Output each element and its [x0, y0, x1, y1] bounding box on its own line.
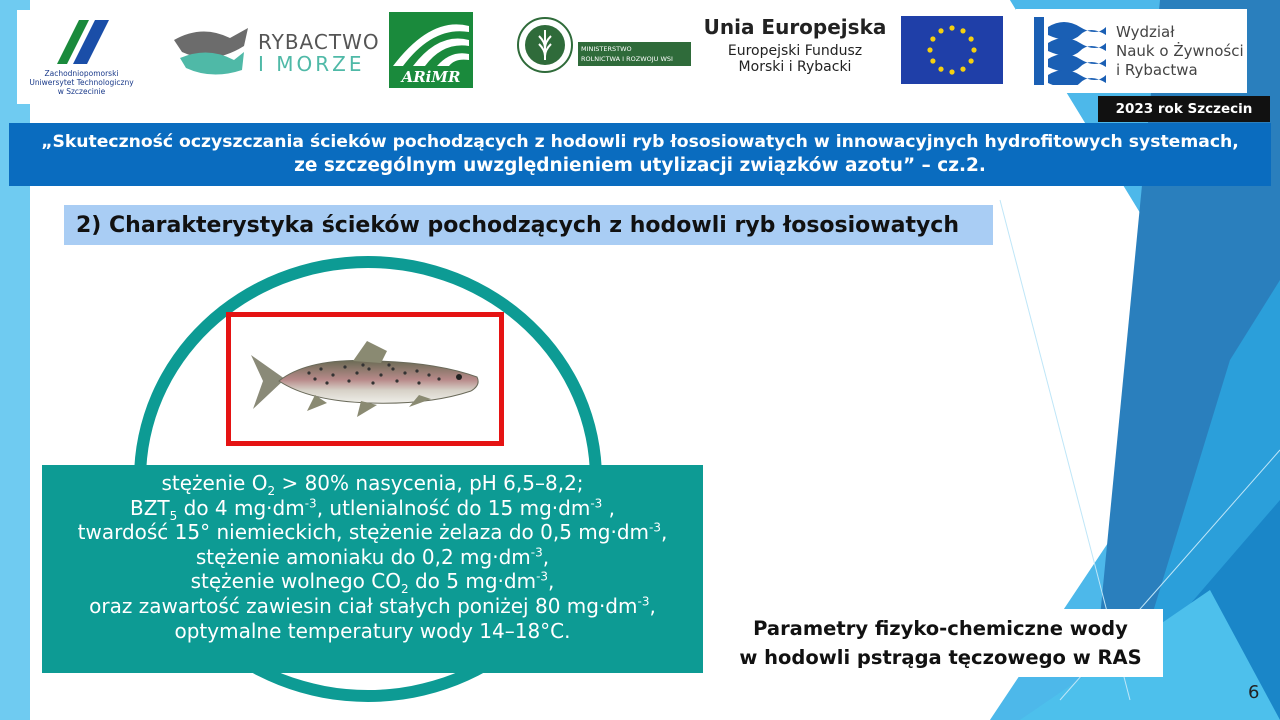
fish-spot	[355, 371, 358, 374]
fish-spot	[347, 379, 350, 382]
fish-spot	[325, 381, 328, 384]
eu-star-icon	[927, 47, 932, 52]
fish-spot	[331, 373, 334, 376]
param-line-4: stężenie amoniaku do 0,2 $mg\cdot dm^{-3}$,	[195, 544, 550, 569]
ministry-line2: ROLNICTWA I ROZWOJU WSI	[581, 55, 673, 63]
eu-star-icon	[949, 25, 954, 30]
zut-logo	[17, 10, 146, 104]
param-line-2: $BZT_5$ do 4 $mg\cdot dm^{-3}$, utlenialność do 15 $mg\cdot dm^{-3}$ ,	[129, 495, 616, 523]
page-number: 6	[1248, 682, 1260, 703]
zut-line3: w Szczecinie	[57, 87, 106, 96]
wave-logo-icon	[1034, 17, 1106, 85]
param-line-3: twardość 15° niemieckich, stężenie żelaza do 0,5 $mg\cdot dm^{-3}$,	[77, 520, 668, 545]
fish-spot	[417, 381, 420, 384]
param-line-6: oraz zawartość zawiesin ciał stałych poniżej 80 $mg\cdot dm^{-3}$,	[89, 593, 656, 618]
eu-star-icon	[930, 58, 935, 63]
fish-spot	[427, 373, 430, 376]
year-badge: 2023 rok Szczecin	[1098, 96, 1270, 122]
zut-line1: Zachodniopomorski	[44, 69, 119, 78]
fish-spot	[391, 367, 394, 370]
wydzial-line1: Wydział	[1116, 23, 1175, 41]
eu-flag-icon	[901, 16, 1003, 84]
ministry-line1: MINISTERSTWO	[581, 45, 632, 53]
ue-text-logo	[700, 15, 890, 85]
ministerstwo-logo	[516, 16, 691, 74]
eu-star-icon	[960, 28, 965, 33]
ue-line2: Morski i Rybacki	[738, 59, 852, 75]
fish-logo-icon	[172, 22, 252, 78]
eu-star-icon	[938, 28, 943, 33]
arimr-text: ARiMR	[401, 68, 461, 86]
ue-line1: Europejski Fundusz	[727, 43, 863, 59]
eu-star-icon	[930, 36, 935, 41]
fish-spot	[319, 367, 322, 370]
rybactwo-line1: RYBACTWO	[258, 30, 380, 54]
wydzial-logo	[1016, 9, 1247, 93]
caption-box	[718, 609, 1163, 677]
fish-image-frame	[226, 312, 504, 446]
eu-star-icon	[938, 67, 943, 72]
param-line-5: stężenie wolnego $CO_2$ do 5 $mg\cdot dm^{-3}$,	[190, 569, 555, 597]
slide-title-line2: ze szczególnym uwzględnieniem utylizacji związków azotu” – cz.2.	[294, 155, 986, 176]
ue-title: Unia Europejska	[703, 15, 887, 39]
fish-spot	[307, 371, 310, 374]
param-line-7: optymalne temperatury wody 14–18°C.	[174, 618, 571, 643]
wydzial-line2: Nauk o Żywności	[1116, 42, 1244, 60]
caption-line2: w hodowli pstrąga tęczowego w RAS	[739, 646, 1142, 669]
eu-star-icon	[969, 58, 974, 63]
fish-spot	[379, 373, 382, 376]
slide-title	[9, 123, 1271, 186]
fish-spot	[367, 367, 370, 370]
eu-star-icon	[969, 36, 974, 41]
fish-spot	[343, 365, 346, 368]
zut-line2: Uniwersytet Technologiczny	[29, 78, 134, 87]
rybactwo-line2: I MORZE	[258, 52, 365, 76]
fish-spot	[415, 369, 418, 372]
arimr-fields-icon	[393, 16, 469, 66]
eu-star-icon	[971, 47, 976, 52]
parameters-box	[42, 465, 703, 673]
fish-spot	[395, 379, 398, 382]
fish-spot	[403, 371, 406, 374]
slide-title-line1: „Skuteczność oczyszczania ścieków pochodzących z hodowli ryb łososiowatych w innowacyjnych hydrofitowych systemach,	[41, 132, 1239, 152]
rybactwo-logo	[172, 22, 378, 80]
wydzial-line3: i Rybactwa	[1116, 61, 1198, 79]
arimr-logo	[389, 12, 473, 88]
zut-logo-mark-icon	[53, 16, 113, 68]
ministry-seal-icon	[516, 16, 574, 74]
fish-spot	[387, 363, 390, 366]
trout-fish-icon	[249, 335, 489, 425]
section-heading: 2) Charakterystyka ścieków pochodzących z hodowli ryb łososiowatych	[64, 205, 993, 245]
eu-star-icon	[949, 69, 954, 74]
param-line-1: stężenie $O_2 > 80\%$ nasycenia, pH 6,5–8,2;	[161, 471, 584, 498]
fish-spot	[361, 363, 364, 366]
caption-line1: Parametry fizyko-chemiczne wody	[753, 617, 1128, 640]
fish-spot	[437, 377, 440, 380]
eu-star-icon	[960, 67, 965, 72]
fish-spot	[371, 381, 374, 384]
fish-spot	[313, 377, 316, 380]
